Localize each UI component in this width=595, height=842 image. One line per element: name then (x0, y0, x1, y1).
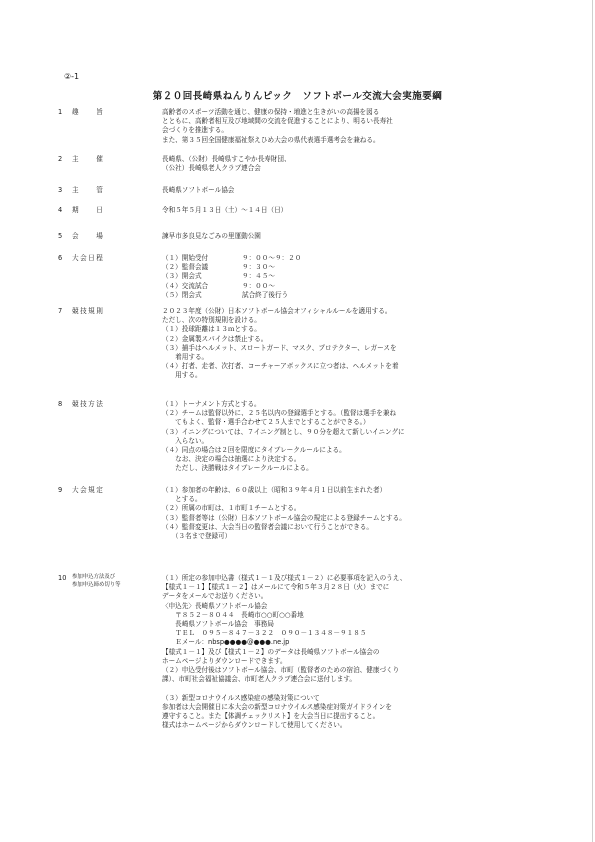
section-line: 様式はホームページからダウンロードして使用してください。 (162, 721, 347, 730)
section-line: （１）参加者の年齢は、６０歳以上（昭和３９年４月１日以前生まれた者） (162, 486, 387, 494)
section-line: 着用する。 (162, 353, 209, 362)
section-line: 課）、市町社会福祉協議会、市町老人クラブ連合会に送付します。 (162, 675, 356, 684)
section-number: 7 (58, 307, 63, 315)
section-number: 8 (58, 400, 63, 408)
section-number: 5 (58, 232, 63, 240)
section-body (162, 108, 558, 145)
section-line: 会づくりを推進する。 (162, 126, 228, 135)
section-label: 競技方法 (72, 400, 105, 408)
schedule-item-time: ９：００～ (242, 281, 275, 290)
schedule-item (162, 291, 558, 300)
section-line: （２）金属製スパイクは禁止する。 (162, 334, 268, 343)
section-label: 会 場 (72, 232, 105, 240)
section-line: 長崎県、（公財）長崎県すこやか長寿財団、 (162, 155, 291, 163)
section-line (162, 684, 558, 693)
section-body (162, 206, 558, 215)
section-line: なお、決定の場合は抽選により決定する。 (162, 455, 301, 464)
section-body (162, 574, 558, 730)
schedule-item-label: （１）開始受付 (162, 254, 209, 262)
section-line: （４）監督変更は、大会当日の監督者会議において行うことができる。 (162, 522, 373, 531)
section-line: てもよく、監督・選手合わせて２５人までとすることができる。） (162, 418, 370, 427)
schedule-item-label: （４）交流試合 (162, 281, 209, 290)
section-line: （３）イニングについては、７イニング制とし、９０分を超えて新しいイニングに (162, 427, 405, 436)
section-line: （２）申込受付後はソフトボール協会、市町（監督者のための宿泊、健康づくり (162, 666, 400, 675)
section-number: 1 (58, 108, 63, 116)
schedule-item-time: ９：３０～ (242, 263, 275, 272)
schedule-item-label: （３）開会式 (162, 272, 202, 281)
section-line: （１）トーナメント方式とする。 (162, 400, 261, 408)
section-line: 遵守すること。また【体調チェックリスト】を大会当日に提出すること。 (162, 712, 380, 721)
section-line: 【様式１－１】及び【様式１－２】のデータは長崎県ソフトボール協会の (162, 647, 380, 656)
section-line: 高齢者のスポーツ活動を通じ、健康の保持・増進と生きがいの高揚を図る (162, 108, 380, 116)
schedule-item (162, 254, 558, 263)
section-line: 参加者は大会開催日に本大会の新型コロナウイルス感染症対策ガイドラインを (162, 702, 392, 711)
section-line: データをメールでお送りください。 (162, 592, 268, 601)
section-number: 4 (58, 206, 63, 214)
section-label: 参加申込方法及び 参加申込締め切り等 (72, 574, 121, 588)
section-number: 10 (58, 574, 67, 582)
scan-edge-line (592, 0, 593, 842)
section-label: 趣 旨 (72, 108, 105, 116)
section-line: （３）監督者等は（公財）日本ソフトボール協会の規定による登録チームとする。 (162, 513, 406, 522)
section-line: 〒８５２－８０４４ 長崎市○○町○○番地 (162, 610, 304, 619)
schedule-item-time: 試合終了後行う (242, 290, 289, 299)
section-body (162, 155, 558, 173)
section-line: 令和５年５月１３日（土）～１４日（日） (162, 206, 288, 214)
schedule-item-time: ９：００～９：２０ (242, 254, 302, 262)
section-body (162, 486, 558, 541)
section-line: 諫早市多良見なごみの里運動公園 (162, 232, 261, 240)
section-label: 期 日 (72, 206, 105, 214)
schedule-item (162, 282, 558, 291)
section-number: 6 (58, 254, 63, 262)
section-body (162, 232, 558, 241)
section-line: 用する。 (162, 371, 202, 380)
section-line: 入らない。 (162, 436, 209, 445)
section-line: （１）所定の参加申込書（様式１－１及び様式１－２）に必要事項を記入のうえ、 (162, 574, 407, 582)
section-number: 2 (58, 155, 63, 163)
section-number: 9 (58, 486, 63, 494)
section-line: ホームページよりダウンロードできます。 (162, 656, 287, 665)
section-line: （３）新型コロナウイルス感染症の感染対策について (162, 693, 320, 702)
schedule-item-time: ９：４５～ (242, 272, 275, 281)
section-line: （３名まで登録可） (162, 532, 232, 541)
section-line: ＴＥＬ ０９５－８４７－３２２ ０９０－１３４８－９１８５ (162, 629, 367, 638)
schedule-item-label: （５）閉会式 (162, 290, 202, 299)
section-line: （３）捕手はヘルメット、スロートガード、マスク、プロテクター、レガースを (162, 343, 397, 352)
section-body (162, 307, 558, 381)
section-label: 大会規定 (72, 486, 105, 494)
section-line: 長崎県ソフトボール協会 事務局 (162, 620, 274, 629)
section-number: 3 (58, 186, 63, 194)
section-body (162, 254, 558, 300)
section-line: （公社）長崎県老人クラブ連合会 (162, 164, 261, 173)
section-line: 【様式１－１】【様式１－２】はメールにて令和５年３月２８日（火）までに (162, 583, 390, 592)
page-mark: ②-1 (64, 72, 80, 81)
section-line: （１）投球距離は１３ｍとする。 (162, 325, 261, 334)
section-line: また、第３５回全国健康福祉祭えひめ大会の県代表選手選考会を兼ねる。 (162, 135, 380, 144)
section-body (162, 186, 558, 195)
section-label: 主 管 (72, 186, 105, 194)
section-line: （２）チームは監督以外に、２５名以内の登録選手とする。（監督は選手を兼ね (162, 409, 397, 418)
section-label: 競技規則 (72, 307, 105, 315)
section-line: Ｅメール：nbsp●●●●@●●●.ne.jp (162, 638, 290, 647)
section-line: ただし、次の特別規則を設ける。 (162, 316, 261, 325)
section-line: （２）所属の市町は、１市町１チームとする。 (162, 504, 301, 513)
schedule-item-label: （２）監督会議 (162, 263, 209, 272)
schedule-item (162, 272, 558, 281)
section-line: とともに、高齢者相互及び地域間の交流を促進することにより、明るい長寿社 (162, 117, 393, 126)
schedule-item (162, 263, 558, 272)
section-line: ただし、決勝戦はタイブレークルールによる。 (162, 464, 313, 473)
section-line: 〈申込先〉長崎県ソフトボール協会 (162, 601, 268, 610)
section-line: 長崎県ソフトボール協会 (162, 186, 235, 194)
section-body (162, 400, 558, 474)
section-line: とする。 (162, 495, 202, 504)
section-line: （４）打者、走者、次打者、コーチャーアボックスに立つ者は、ヘルメットを着 (162, 362, 399, 371)
section-line: （４）同点の場合は２回を限度にタイブレークルールによる。 (162, 446, 346, 455)
section-label: 主 催 (72, 155, 105, 163)
section-line: ２０２３年度（公財）日本ソフトボール協会オフィシャルルールを適用する。 (162, 307, 392, 315)
section-label: 大会日程 (72, 254, 105, 262)
document-title: 第２０回長崎県ねんりんピック ソフトボール交流大会実施要綱 (152, 91, 443, 102)
